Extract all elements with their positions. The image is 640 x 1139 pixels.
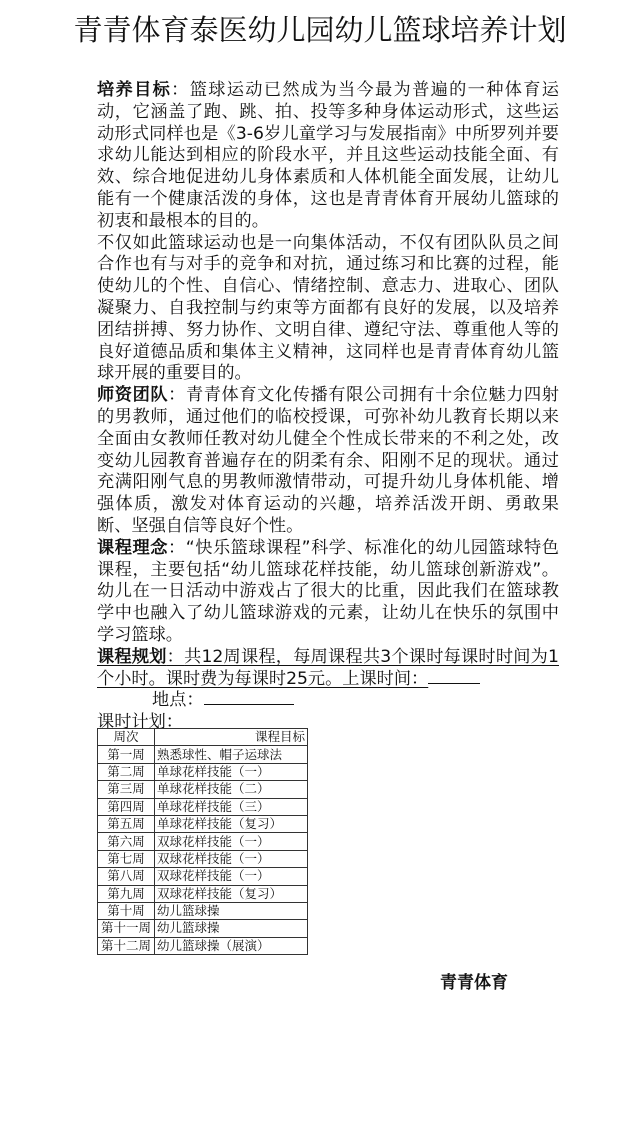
teachers-label: 师资团队 [97, 385, 169, 406]
teachers-sep: ： [168, 385, 186, 406]
table-row [98, 781, 308, 798]
teachers-paragraph [97, 385, 559, 538]
signature: 青青体育 [440, 973, 508, 993]
week-cell: 第三周 [98, 781, 155, 798]
document-body [97, 80, 559, 734]
table-row [98, 920, 308, 937]
goal-paragraph-2: 不仅如此篮球运动也是一向集体活动，不仅有团队队员之间合作也有与对手的竞争和对抗，通过练习和比赛的过程，能使幼儿的个性、自信心、情绪控制、意志力、进取心、团队凝聚力、自我控制与约束等方面都有良好的发展，以及培养团结拼搏、努力协作、文明自律、遵纪守法、尊重他人等的良好道德品质和集体主义精神，这同样也是青青体育幼儿篮球开展的重要目的。 [97, 232, 559, 384]
concept-text: “快乐篮球课程”科学、标准化的幼儿园篮球特色课程，主要包括“幼儿篮球花样技能，幼儿篮球创新游戏”。幼儿在一日活动中游戏占了很大的比重，因此我们在篮球教学中也融入了幼儿篮球游戏的元素，让幼儿在快乐的氛围中学习篮球。 [97, 537, 559, 645]
table-header-row [98, 729, 308, 746]
week-cell: 第九周 [98, 885, 155, 902]
concept-label: 课程理念 [97, 537, 168, 558]
header-week: 周次 [98, 729, 155, 746]
week-cell: 第五周 [98, 815, 155, 832]
week-cell: 第十周 [98, 902, 155, 919]
table-row [98, 885, 308, 902]
week-cell: 第六周 [98, 833, 155, 850]
goal-cell: 双球花样技能（一） [155, 868, 308, 885]
concept-paragraph [97, 538, 559, 647]
goal-paragraph [97, 80, 559, 233]
goal-cell: 幼儿篮球操（展演） [155, 937, 308, 954]
schedule-rows [98, 746, 308, 955]
week-cell: 第四周 [98, 798, 155, 815]
location-line [97, 690, 559, 712]
time-blank [428, 682, 480, 684]
goal-cell: 双球花样技能（一） [155, 850, 308, 867]
goal-cell: 熟悉球性、帽子运球法 [155, 746, 308, 763]
location-label: 地点： [152, 690, 204, 711]
week-cell: 第七周 [98, 850, 155, 867]
schedule-table [97, 728, 308, 955]
table-row [98, 868, 308, 885]
table-row [98, 937, 308, 954]
concept-sep: ： [167, 537, 186, 558]
location-blank [204, 703, 294, 705]
goal-label: 培养目标 [97, 80, 172, 100]
week-cell: 第二周 [98, 763, 155, 780]
goal-cell: 单球花样技能（复习） [155, 815, 308, 832]
plan-label: 课程规划 [97, 646, 167, 667]
goal-sep: ： [171, 80, 190, 100]
goal-cell: 单球花样技能（二） [155, 781, 308, 798]
table-row [98, 815, 308, 832]
table-row [98, 833, 308, 850]
goal-cell: 单球花样技能（一） [155, 763, 308, 780]
week-cell: 第一周 [98, 746, 155, 763]
week-cell: 第十一周 [98, 920, 155, 937]
goal-cell: 幼儿篮球操 [155, 920, 308, 937]
table-row [98, 850, 308, 867]
teachers-text: 青青体育文化传播有限公司拥有十余位魅力四射的男教师，通过他们的临校授课，可弥补幼儿教育长期以来全面由女教师任教对幼儿健全个性成长带来的不利之处，改变幼儿园教育普遍存在的阴柔有余、阳刚不足的现状。通过充满阳刚气息的男教师激情带动，可提升幼儿身体机能、增强体质，激发对体育运动的兴趣，培养活泼开朗、勇敢果断、坚强自信等良好个性。 [97, 385, 559, 536]
week-cell: 第十二周 [98, 937, 155, 954]
goal-cell: 双球花样技能（一） [155, 833, 308, 850]
week-cell: 第八周 [98, 868, 155, 885]
goal-text: 篮球运动已然成为当今最为普遍的一种体育运动，它涵盖了跑、跳、拍、投等多种身体运动形式，这些运动形式同样也是《3-6岁儿童学习与发展指南》中所罗列并要求幼儿能达到相应的阶段水平，并且这些运动技能全面、有效、综合地促进幼儿身体素质和人体机能全面发展，让幼儿能有一个健康活泼的身体，这也是青青体育开展幼儿篮球的初衷和最根本的目的。 [97, 80, 559, 231]
page-title: 青青体育泰医幼儿园幼儿篮球培养计划 [73, 13, 567, 47]
plan-sep: ： [166, 646, 185, 667]
goal-cell: 单球花样技能（三） [155, 798, 308, 815]
goal-cell: 幼儿篮球操 [155, 902, 308, 919]
goal-cell: 双球花样技能（复习） [155, 885, 308, 902]
table-row [98, 746, 308, 763]
plan-paragraph [97, 647, 559, 691]
header-goal: 课程目标 [155, 729, 308, 746]
table-row [98, 902, 308, 919]
schedule-label: 课时计划： [97, 712, 183, 733]
plan-text: 共12周课程，每周课程共3个课时每课时时间为1个小时。课时费为每课时25元。上课时间： [97, 646, 559, 689]
table-row [98, 798, 308, 815]
table-row [98, 763, 308, 780]
